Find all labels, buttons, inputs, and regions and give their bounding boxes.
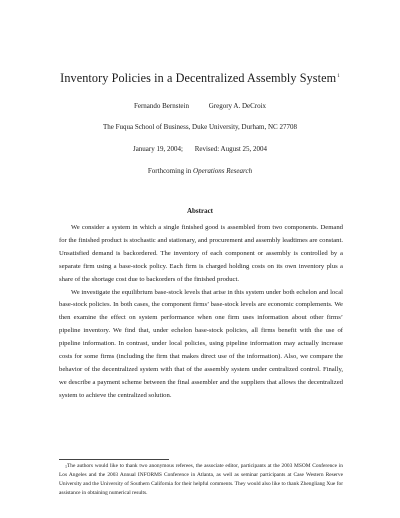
- footnote: [59, 462, 343, 498]
- abstract-paragraph: We consider a system in which a single finished good is assembled from two components. Demand for the finished product is stochastic and stationary, and procurement and assembly leadtimes are constant. Unsatisfied demand is backordered. The inventory of each component or assembly is controlled by a separate firm using a base-stock policy. Each firm is charged holding costs on its own inventory plus a share of the shortage cost due to backorders of the finished product.: [59, 224, 343, 283]
- title-footnote-mark: 1: [337, 74, 340, 79]
- abstract-paragraph: We investigate the equilibrium base-stock levels that arise in this system under both echelon and local base-stock policies. In both cases, the component firms’ base-stock levels are economic complements. We then examine the effect on system performance when one firm uses information about other firms’ pipeline inventory. We find that, under echelon base-stock policies, all firms benefit with the use of pipeline information. In contrast, under local policies, using pipeline information may actually increase costs for some firms (including the firm that makes direct use of the information). Also, we compare the behavior of the decentralized system with that of the assembly system under centralized control. Finally, we describe a payment scheme between the final assembler and the suppliers that allows the decentralized system to achieve the centralized solution.: [59, 288, 343, 399]
- footnote-mark: 1: [65, 464, 67, 469]
- revised-date: Revised: August 25, 2004: [194, 145, 268, 153]
- author-list: [0, 102, 400, 111]
- journal-name: Operations Research: [193, 167, 253, 175]
- forthcoming-prefix: Forthcoming in: [147, 167, 192, 175]
- dates-line: [0, 145, 400, 154]
- footnote-rule: [59, 459, 169, 460]
- paper-title: [0, 71, 400, 85]
- abstract-heading: Abstract: [186, 207, 214, 215]
- author-1: Fernando Bernstein: [133, 102, 189, 110]
- footnote-text: The authors would like to thank two anonymous referees, the associate editor, participants at the 2003 MSOM Conference in Los Angeles and the 2003 Annual INFORMS Conference in Atlanta, as well as seminar participants at Case Western Reserve University and the University of Southern California for their helpful comments. They would also like to thank Zhengliang Xue for assistance in obtaining numerical results.: [59, 463, 343, 497]
- affiliation: The Fuqua School of Business, Duke University, Durham, NC 27708: [103, 123, 297, 131]
- date: January 19, 2004;: [132, 145, 183, 153]
- author-2: Gregory A. DeCroix: [208, 102, 267, 110]
- title-text: Inventory Policies in a Decentralized Assembly System: [60, 71, 337, 85]
- abstract-body: [59, 222, 343, 403]
- forthcoming-line: [0, 167, 400, 176]
